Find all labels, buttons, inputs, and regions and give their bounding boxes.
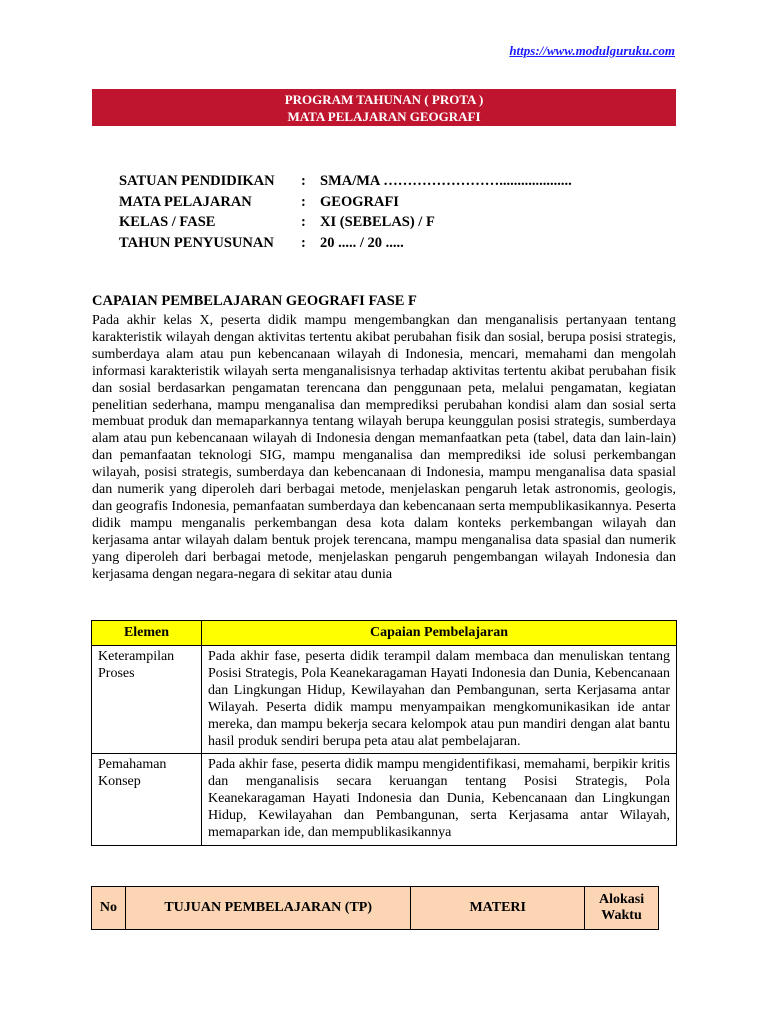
info-row	[119, 212, 572, 233]
site-url-link[interactable]: https://www.modulguruku.com	[509, 43, 675, 58]
table-header-row	[92, 621, 677, 646]
info-label: MATA PELAJARAN	[119, 193, 252, 210]
info-value: 20 ..... / 20 .....	[320, 234, 404, 251]
header-materi: MATERI	[411, 887, 585, 930]
header-no: No	[92, 887, 126, 930]
info-colon: :	[301, 173, 306, 189]
info-value: SMA/MA ……………………....................	[320, 173, 572, 189]
info-colon: :	[301, 193, 306, 210]
table-row	[92, 646, 677, 754]
header-alokasi: Alokasi Waktu	[585, 887, 659, 930]
tujuan-table	[91, 886, 659, 930]
banner-line-2: MATA PELAJARAN GEOGRAFI	[287, 109, 481, 124]
capaian-table	[91, 620, 677, 846]
title-banner	[92, 89, 676, 126]
info-colon: :	[301, 234, 306, 251]
identity-block	[119, 171, 572, 253]
header-tp: TUJUAN PEMBELAJARAN (TP)	[125, 887, 410, 930]
table-row	[92, 754, 677, 846]
cell-elemen: Keterampilan Proses	[92, 646, 202, 754]
info-label: KELAS / FASE	[119, 214, 216, 230]
info-label: TAHUN PENYUSUNAN	[119, 234, 274, 251]
section-body: Pada akhir kelas X, peserta didik mampu mengembangkan dan menganalisis pertanyaan tentang karakteristik wilayah dengan aktivitas tertentu akibat perubahan fisik dan sosial, berupa posisi strategis, sumberdaya alam atau pun kebencanaan wilayah di Indonesia, mencari, memahami dan mengolah informasi karakteristik wilayah serta menganalisisnya terhadap aktivitas tertentu akibat perubahan fisik dan sosial berdasarkan pengamatan terencana dan penggunaan peta, melalui pengamatan, kegiatan penelitian sederhana, mampu menganalisa dan memprediksi perubahan kondisi alam dan sosial serta membuat produk dan memaparkannya tentang wilayah berupa keunggulan posisi strategis, sumberdaya alam atau pun kebencanaan wilayah di Indonesia dengan memanfaatkan peta (tabel, data dan lain-lain) dan pemanfaatan teknologi SIG, mampu menganalisa dan memprediksi ide solusi perkembangan wilayah, posisi strategis, sumberdaya dan kebencanaan di Indonesia, mampu menganalisa data spasial dan numerik yang diperoleh dari berbagai metode, menjelaskan pengaruh letak astronomis, geologis, dan geografis Indonesia, pemanfaatan sumberdaya dan kebencanaan serta mempublikasikannya. Peserta didik mampu menganalis perkembangan desa kota dalam konteks perkembangan wilayah dan kerjasama antar wilayah dalam bentuk projek terencana, mampu menganalisa data spasial dan numerik yang diperoleh dari berbagai metode, menjelaskan pengaruh pengembangan wilayah Indonesia dan kerjasama dengan negara-negara di sekitar atau dunia	[92, 313, 676, 582]
info-value: GEOGRAFI	[320, 193, 399, 210]
cell-capaian: Pada akhir fase, peserta didik mampu mengidentifikasi, memahami, berpikir kritis dan menganalisis secara keruangan tentang Posisi Strategis, Pola Keanekaragaman Hayati Indonesia dan Dunia, Kebencanaan dan Lingkungan Hidup, Kewilayahan dan Pembangunan, serta Kerjasama antar Wilayah, memaparkan ide, dan mempublikasikannya	[202, 754, 677, 846]
info-value: XI (SEBELAS) / F	[320, 214, 435, 230]
info-label: SATUAN PENDIDIKAN	[119, 173, 275, 189]
cell-elemen: Pemahaman Konsep	[92, 754, 202, 846]
table-header-row	[92, 887, 659, 930]
header-capaian: Capaian Pembelajaran	[202, 621, 677, 646]
info-colon: :	[301, 214, 306, 230]
info-row	[119, 171, 572, 192]
info-row	[119, 233, 572, 254]
section-title: CAPAIAN PEMBELAJARAN GEOGRAFI FASE F	[92, 293, 417, 309]
info-row	[119, 192, 572, 213]
cell-capaian: Pada akhir fase, peserta didik terampil dalam membaca dan menuliskan tentang Posisi Strategis, Pola Keanekaragaman Hayati Indonesia dan Dunia, Kebencanaan dan Lingkungan Hidup, Kewilayahan dan Pembangunan, serta Kerjasama antar Wilayah. Peserta didik mampu menyampaikan mengkomunikasikan ide antar mereka, dan mampu bekerja secara kelompok atau pun mandiri dengan alat bantu hasil produk sendiri berupa peta atau alat pembelajaran.	[202, 646, 677, 754]
header-elemen: Elemen	[92, 621, 202, 646]
banner-line-1: PROGRAM TAHUNAN ( PROTA )	[284, 92, 484, 107]
